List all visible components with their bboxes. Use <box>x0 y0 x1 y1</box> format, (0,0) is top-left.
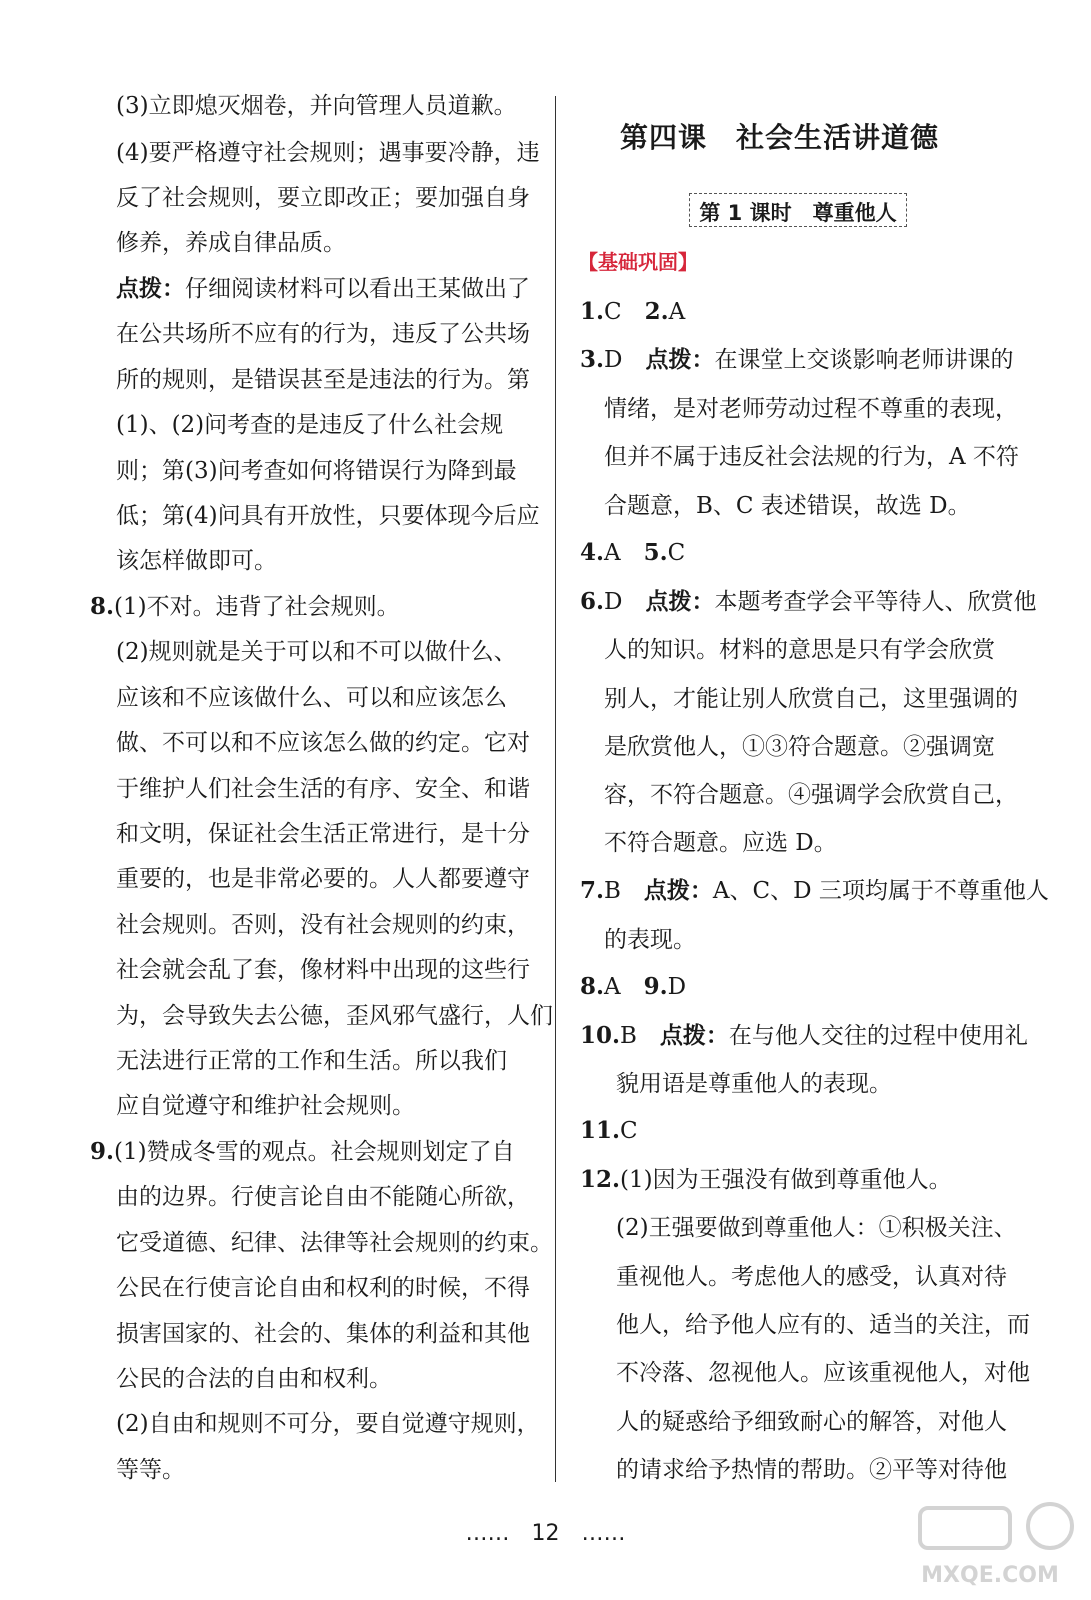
line-text: C <box>667 540 686 566</box>
line-text: 它受道德、纪律、法律等社会规则的约束。 <box>116 1230 553 1256</box>
line-text: D <box>604 589 646 615</box>
column-divider <box>555 96 556 1482</box>
text-line <box>604 685 1018 713</box>
line-text: 应该和不应该做什么、可以和应该怎么 <box>116 685 507 711</box>
text-line <box>116 366 530 394</box>
question-number: 9. <box>643 973 668 1000</box>
line-text: 应自觉遵守和维护社会规则。 <box>116 1093 415 1119</box>
text-line <box>116 411 503 439</box>
text-line <box>580 877 1049 905</box>
line-text: 不冷落、忽视他人。应该重视他人，对他 <box>616 1360 1030 1386</box>
text-line <box>604 733 995 761</box>
question-number: 6. <box>580 588 605 615</box>
watermark-logo <box>900 1496 1080 1592</box>
line-text: 于维护人们社会生活的有序、安全、和谐 <box>116 776 530 802</box>
line-text: (2)王强要做到尊重他人：①积极关注、 <box>616 1215 1017 1241</box>
text-line <box>116 92 517 120</box>
lesson-subtitle: 第 1 课时 尊重他人 <box>699 201 897 225</box>
text-line <box>604 395 1018 423</box>
text-line <box>116 1092 415 1120</box>
line-text: 在课堂上交谈影响老师讲课的 <box>714 347 1014 373</box>
line-text: 重要的，也是非常必要的。人人都要遵守 <box>116 866 530 892</box>
text-line <box>604 926 696 954</box>
watermark-text: MXQE.COM <box>921 1563 1059 1588</box>
line-text: 低；第(4)问具有开放性，只要体现今后应 <box>116 503 540 529</box>
line-text: A <box>604 540 644 566</box>
line-text: 做、不可以和不应该怎么做的约定。它对 <box>116 730 530 756</box>
question-number: 3. <box>580 346 605 373</box>
text-line <box>116 320 530 348</box>
line-text: 反了社会规则，要立即改正；要加强自身 <box>116 185 530 211</box>
line-text: 社会就会乱了套，像材料中出现的这些行 <box>116 957 530 983</box>
text-line <box>616 1070 892 1098</box>
question-number: 10. <box>580 1022 621 1049</box>
question-number: 11. <box>580 1117 621 1144</box>
text-line <box>616 1456 1007 1484</box>
text-line <box>116 1183 530 1211</box>
question-number: 8. <box>90 593 115 620</box>
line-text: 所的规则，是错误甚至是违法的行为。第 <box>116 367 530 393</box>
line-text: 本题考查学会平等待人、欣赏他 <box>714 589 1037 615</box>
hint-label: 点拨： <box>659 1022 729 1049</box>
text-line <box>116 865 530 893</box>
line-text: 等等。 <box>116 1457 185 1483</box>
line-text: 情绪，是对老师劳动过程不尊重的表现， <box>604 396 1018 422</box>
text-line <box>90 1138 515 1166</box>
text-line <box>116 184 530 212</box>
line-text: 该怎样做即可。 <box>116 548 277 574</box>
line-text: 貌用语是尊重他人的表现。 <box>616 1071 892 1097</box>
line-text: (1)、(2)问考查的是违反了什么社会规 <box>116 412 504 438</box>
line-text: 公民在行使言论自由和权利的时候，不得 <box>116 1275 530 1301</box>
text-line <box>116 1229 553 1257</box>
line-text: 人的知识。材料的意思是只有学会欣赏 <box>604 637 995 663</box>
question-number: 12. <box>580 1166 621 1193</box>
text-line <box>116 547 277 575</box>
text-line <box>616 1263 1007 1291</box>
text-line <box>116 1047 507 1075</box>
line-text: (2)规则就是关于可以和不可以做什么、 <box>116 639 517 665</box>
line-text: 人的疑惑给予细致耐心的解答，对他人 <box>616 1409 1007 1435</box>
text-line <box>580 539 685 567</box>
line-text: 他人，给予他人应有的、适当的关注，而 <box>616 1312 1030 1338</box>
text-line <box>116 638 517 666</box>
line-text: B <box>604 878 644 904</box>
hint-label: 点拨： <box>645 588 715 615</box>
line-text: 是欣赏他人，①③符合题意。②强调宽 <box>604 734 995 760</box>
text-line <box>116 775 530 803</box>
text-line <box>616 1408 1007 1436</box>
line-text: C <box>604 299 645 325</box>
line-text: 合题意，B、C 表述错误，故选 D。 <box>604 493 971 519</box>
text-line <box>116 911 530 939</box>
text-line <box>116 229 346 257</box>
text-line <box>116 820 530 848</box>
question-number: 2. <box>644 298 669 325</box>
hint-label: 点拨： <box>116 275 185 302</box>
line-text: D <box>667 974 687 1000</box>
question-number: 7. <box>580 877 605 904</box>
line-text: A <box>604 974 644 1000</box>
line-text: 的请求给予热情的帮助。②平等对待他 <box>616 1457 1007 1483</box>
line-text: (4)要严格遵守社会规则；遇事要冷静，违 <box>116 140 540 166</box>
text-line <box>580 588 1036 616</box>
lesson-subtitle-box <box>689 193 907 227</box>
line-text: A、C、D 三项均属于不尊重他人 <box>712 878 1049 904</box>
text-line <box>616 1311 1030 1339</box>
text-line <box>616 1214 1017 1242</box>
text-line <box>90 593 400 621</box>
text-line <box>580 973 686 1001</box>
text-line <box>116 1274 530 1302</box>
hint-label: 点拨： <box>643 877 713 904</box>
text-line <box>116 1456 185 1484</box>
text-line <box>580 1022 1028 1050</box>
question-number: 4. <box>580 539 605 566</box>
page-number: …… 12 …… <box>465 1521 626 1546</box>
line-text: 和文明，保证社会生活正常进行，是十分 <box>116 821 530 847</box>
line-text: 社会规则。否则，没有社会规则的约束， <box>116 912 530 938</box>
line-text: (1)赞成冬雪的观点。社会规则划定了自 <box>114 1139 515 1165</box>
text-line <box>116 729 530 757</box>
text-line <box>604 443 1019 471</box>
section-tag: 【基础巩固】 <box>578 250 698 274</box>
line-text: 但并不属于违反社会法规的行为，A 不符 <box>604 444 1019 470</box>
line-text: A <box>668 299 686 325</box>
question-number: 5. <box>643 539 668 566</box>
line-text: 无法进行正常的工作和生活。所以我们 <box>116 1048 507 1074</box>
line-text: B <box>620 1023 660 1049</box>
line-text: 由的边界。行使言论自由不能随心所欲， <box>116 1184 530 1210</box>
line-text: 重视他人。考虑他人的感受，认真对待 <box>616 1264 1007 1290</box>
text-line <box>604 636 995 664</box>
line-text: 损害国家的、社会的、集体的利益和其他 <box>116 1321 530 1347</box>
text-line <box>616 1359 1030 1387</box>
line-text: C <box>620 1118 638 1144</box>
line-text: 在公共场所不应有的行为，违反了公共场 <box>116 321 530 347</box>
line-text: (2)自由和规则不可分，要自觉遵守规则， <box>116 1411 540 1437</box>
line-text: 在与他人交往的过程中使用礼 <box>728 1023 1028 1049</box>
text-line <box>604 492 971 520</box>
line-text: D <box>604 347 646 373</box>
text-line <box>116 1410 540 1438</box>
text-line <box>116 956 530 984</box>
line-text: 仔细阅读材料可以看出王某做出了 <box>185 276 530 302</box>
text-line <box>580 1117 638 1145</box>
text-line <box>116 275 530 303</box>
hint-label: 点拨： <box>645 346 715 373</box>
question-number: 1. <box>580 298 605 325</box>
line-text: 的表现。 <box>604 927 696 953</box>
line-text: 不符合题意。应选 D。 <box>604 830 837 856</box>
question-number: 9. <box>90 1138 115 1165</box>
lesson-title: 第四课 社会生活讲道德 <box>620 121 940 154</box>
line-text: 为，会导致失去公德，歪风邪气盛行，人们 <box>116 1003 553 1029</box>
line-text: 容，不符合题意。④强调学会欣赏自己， <box>604 782 1018 808</box>
line-text: (3)立即熄灭烟卷，并向管理人员道歉。 <box>116 93 517 119</box>
line-text: 则；第(3)问考查如何将错误行为降到最 <box>116 458 517 484</box>
question-number: 8. <box>580 973 605 1000</box>
line-text: (1)因为王强没有做到尊重他人。 <box>620 1167 952 1193</box>
text-line <box>116 1320 530 1348</box>
line-text: 别人，才能让别人欣赏自己，这里强调的 <box>604 686 1018 712</box>
text-line <box>580 1166 952 1194</box>
text-line <box>580 298 685 326</box>
text-line <box>116 1002 553 1030</box>
text-line <box>116 139 540 167</box>
line-text: 修养，养成自律品质。 <box>116 230 346 256</box>
line-text: 公民的合法的自由和权利。 <box>116 1366 392 1392</box>
text-line <box>116 1365 392 1393</box>
text-line <box>604 781 1018 809</box>
text-line <box>116 502 540 530</box>
text-line <box>116 684 507 712</box>
line-text: (1)不对。违背了社会规则。 <box>114 594 400 620</box>
text-line <box>604 829 837 857</box>
text-line <box>116 457 517 485</box>
text-line <box>580 346 1013 374</box>
